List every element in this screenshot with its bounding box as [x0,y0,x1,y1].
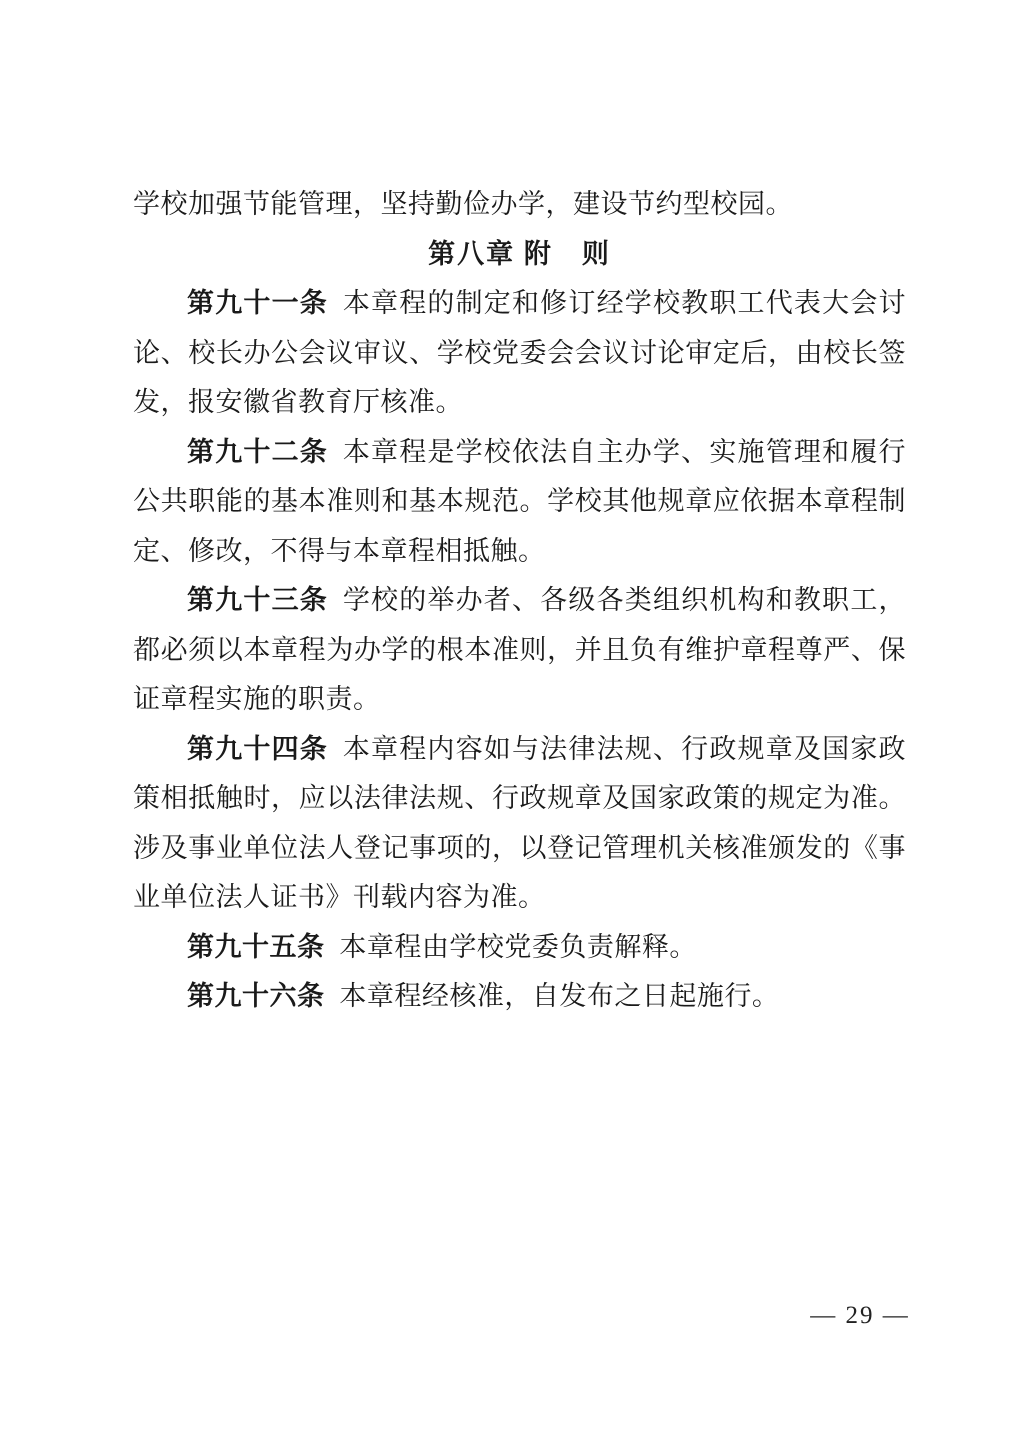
paragraph-continuation: 学校加强节能管理，坚持勤俭办学，建设节约型校园。 [133,189,793,219]
article-91-label: 第九十一条 [187,288,328,318]
article-94 [133,725,906,923]
article-94-label: 第九十四条 [187,733,328,764]
article-91 [133,279,906,428]
article-93-label: 第九十三条 [187,585,328,615]
page-number: — 29 — [810,1302,910,1329]
article-93-text: 学校的举办者、各级各类组织机构和教职工，都必须以本章程为办学的根本准则，并且负有维护章程尊严、保证章程实施的职责。 [133,585,907,714]
article-92 [133,428,906,577]
chapter-heading: 第八章 附 则 [428,238,611,269]
article-93 [133,576,906,725]
article-92-text: 本章程是学校依法自主办学、实施管理和履行公共职能的基本准则和基本规范。学校其他规章应依据本章程制定、修改，不得与本章程相抵触。 [133,436,907,566]
article-92-label: 第九十二条 [187,436,328,467]
document-body [133,180,906,1022]
article-91-text: 本章程的制定和修订经学校教职工代表大会讨论、校长办公会议审议、学校党委会会议讨论审定后，由校长签发，报安徽省教育厅核准。 [133,288,907,417]
article-96 [133,972,906,1022]
article-96-label: 第九十六条 [187,981,325,1011]
article-95 [133,923,906,973]
article-96-text: 本章程经核准，自发布之日起施行。 [339,981,780,1011]
article-95-label: 第九十五条 [187,931,325,962]
article-94-text: 本章程内容如与法律法规、行政规章及国家政策相抵触时，应以法律法规、行政规章及国家政策的规定为准。涉及事业单位法人登记事项的，以登记管理机关核准颁发的《事业单位法人证书》刊载内容为准。 [133,733,907,912]
article-95-text: 本章程由学校党委负责解释。 [339,931,697,962]
